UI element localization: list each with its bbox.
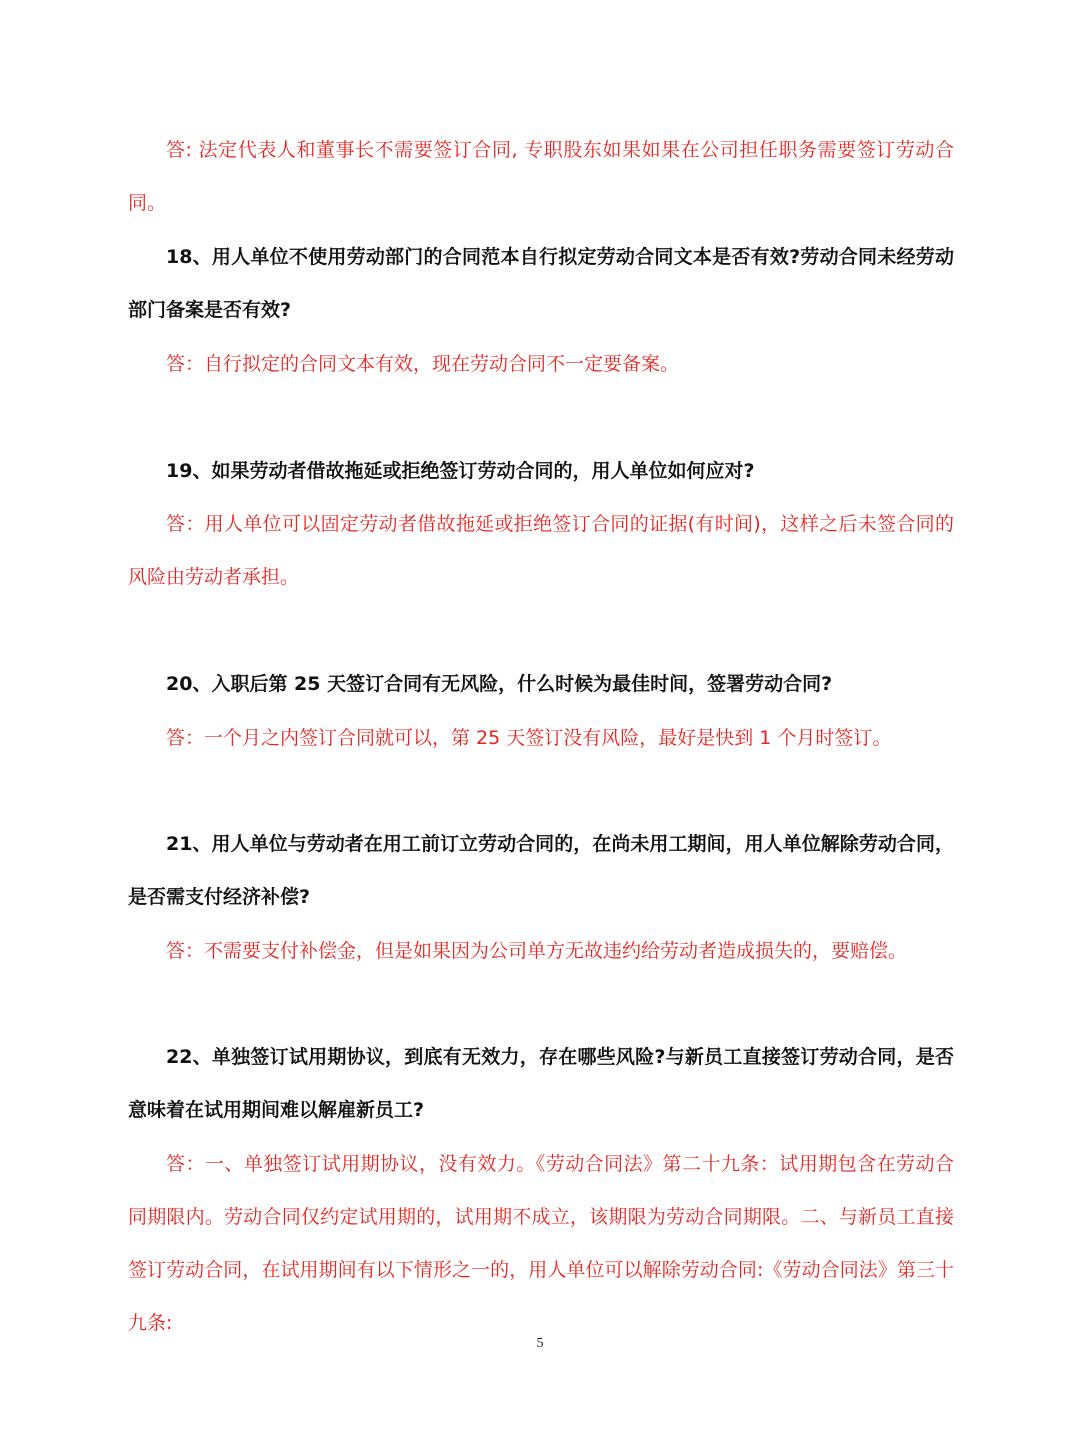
answer-22: 答：一、单独签订试用期协议，没有效力。《劳动合同法》第二十九条：试用期包含在劳动合同期限内。劳动合同仅约定试用期的，试用期不成立，该期限为劳动合同期限。二、与新员工直接签订劳动合同，在试用期间有以下情形之一的，用人单位可以解除劳动合同:《劳动合同法》第三十九条: xyxy=(128,1153,954,1334)
question-20: 20、入职后第 25 天签订合同有无风险，什么时候为最佳时间，签署劳动合同? xyxy=(166,673,833,695)
question-19: 19、如果劳动者借故拖延或拒绝签订劳动合同的，用人单位如何应对? xyxy=(166,460,755,482)
answer-18: 答：自行拟定的合同文本有效，现在劳动合同不一定要备案。 xyxy=(166,353,680,375)
question-22: 22、单独签订试用期协议，到底有无效力，存在哪些风险?与新员工直接签订劳动合同，是否意味着在试用期间难以解雇新员工? xyxy=(128,1046,954,1121)
answer-21: 答：不需要支付补偿金，但是如果因为公司单方无故违约给劳动者造成损失的，要赔偿。 xyxy=(166,940,908,962)
answer-20: 答：一个月之内签订合同就可以，第 25 天签订没有风险，最好是快到 1 个月时签订。 xyxy=(166,727,892,749)
page-number: 5 xyxy=(536,1336,544,1351)
answer-17-tail: 答: 法定代表人和董事长不需要签订合同, 专职股东如果如果在公司担任职务需要签订劳动合同。 xyxy=(128,139,954,214)
question-21: 21、用人单位与劳动者在用工前订立劳动合同的，在尚未用工期间，用人单位解除劳动合同，是否需支付经济补偿? xyxy=(128,833,954,908)
answer-19: 答：用人单位可以固定劳动者借故拖延或拒绝签订合同的证据(有时间)，这样之后未签合同的风险由劳动者承担。 xyxy=(128,513,954,588)
question-18: 18、用人单位不使用劳动部门的合同范本自行拟定劳动合同文本是否有效?劳动合同未经劳动部门备案是否有效? xyxy=(128,246,954,321)
